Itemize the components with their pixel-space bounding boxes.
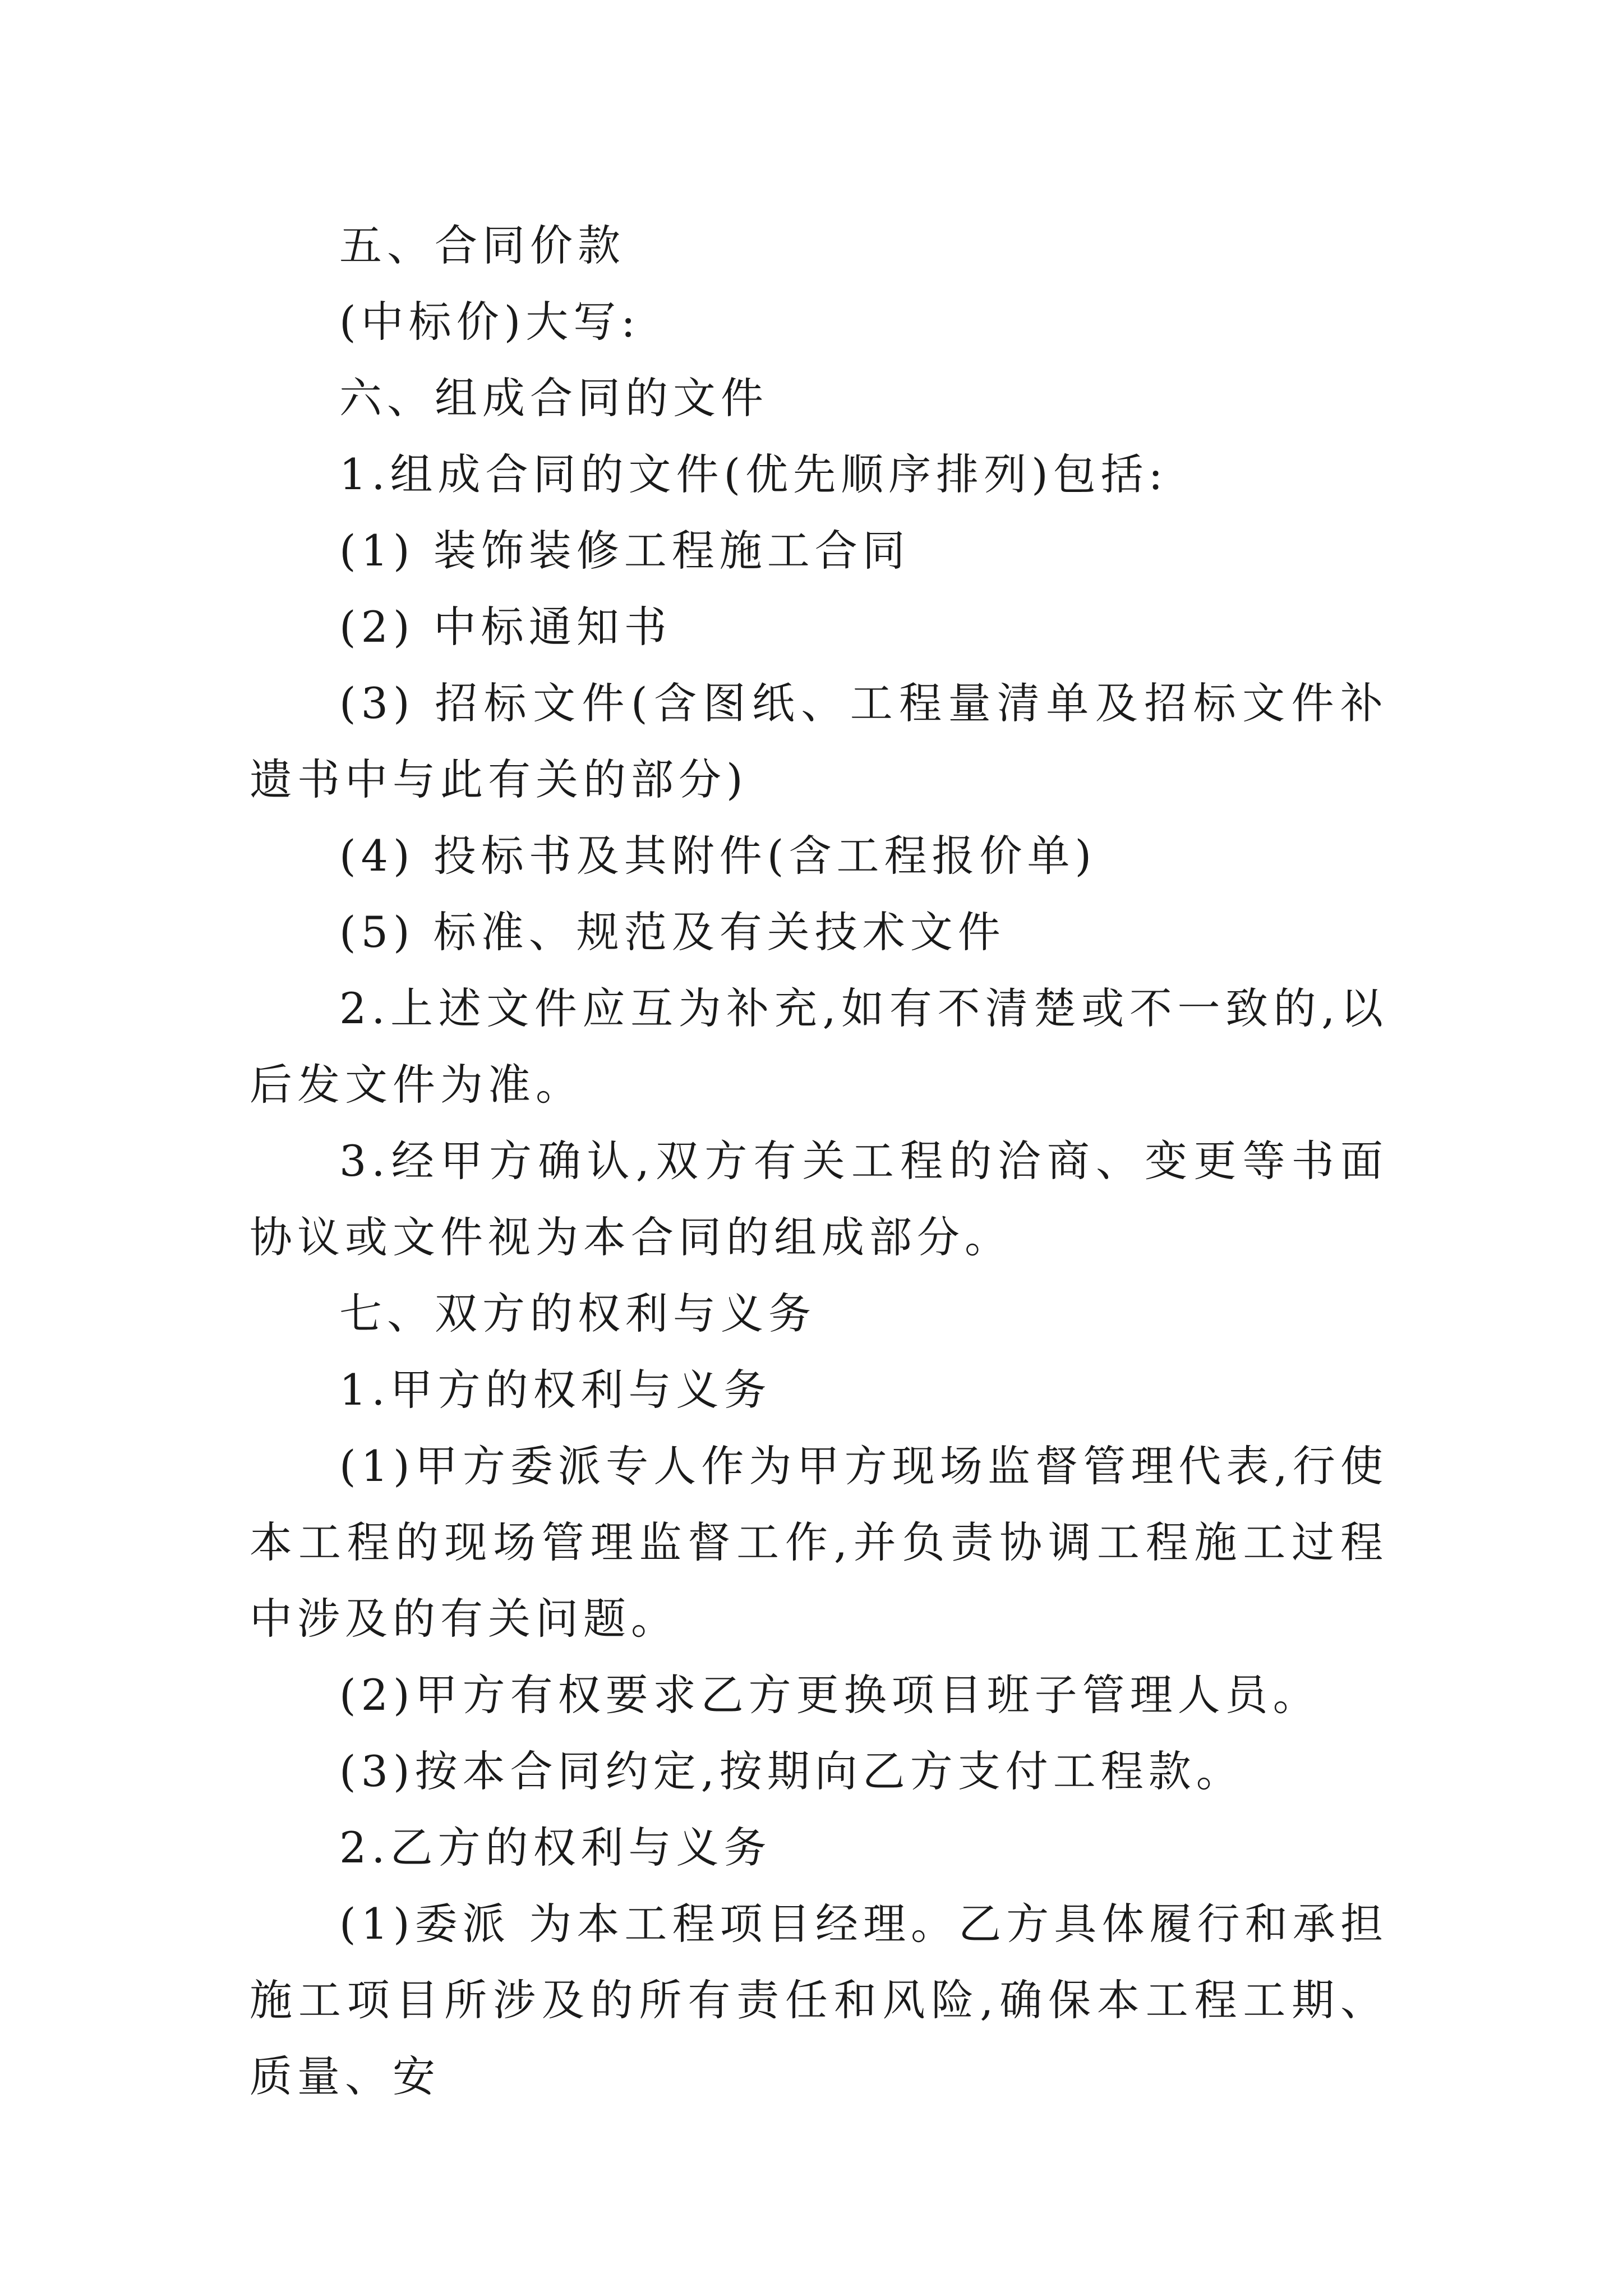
section-heading-contract-documents: 六、组成合同的文件 [339,373,768,423]
list-item-tender-documents: (3) 招标文件(含图纸、工程量清单及招标文件补遗书中与此有关的部分) [250,678,1388,804]
contract-body [250,208,1388,2115]
paragraph-party-b-project-manager: (1)委派 为本工程项目经理。乙方具体履行和承担施工项目所涉及的所有责任和风险,确保本工程工期、质量、安 [250,1899,1388,2101]
list-item-bid-award-notice: (2) 中标通知书 [339,602,672,652]
paragraph-party-a-replace-staff: (2)甲方有权要求乙方更换项目班子管理人员。 [339,1670,1321,1720]
subheading-party-b-rights: 2.乙方的权利与义务 [339,1823,772,1872]
paragraph-bid-price-uppercase: (中标价)大写: [339,297,640,347]
paragraph-documents-precedence: 2.上述文件应互为补充,如有不清楚或不一致的,以后发文件为准。 [250,983,1388,1110]
list-item-bid-and-attachments: (4) 投标书及其附件(含工程报价单) [339,831,1097,881]
paragraph-party-a-representative: (1)甲方委派专人作为甲方现场监督管理代表,行使本工程的现场管理监督工作,并负责协调工程施工过程中涉及的有关问题。 [250,1441,1388,1644]
section-heading-rights-obligations: 七、双方的权利与义务 [339,1289,816,1338]
list-item-construction-contract: (1) 装饰装修工程施工合同 [339,526,910,576]
list-item-standards-specifications: (5) 标准、规范及有关技术文件 [339,907,1006,957]
paragraph-written-agreements: 3.经甲方确认,双方有关工程的洽商、变更等书面协议或文件视为本合同的组成部分。 [250,1136,1388,1262]
subheading-party-a-rights: 1.甲方的权利与义务 [339,1365,772,1415]
paragraph-party-a-payment: (3)按本合同约定,按期向乙方支付工程款。 [339,1746,1244,1796]
paragraph-documents-list-intro: 1.组成合同的文件(优先顺序排列)包括: [339,449,1168,499]
section-heading-contract-price: 五、合同价款 [339,220,625,270]
